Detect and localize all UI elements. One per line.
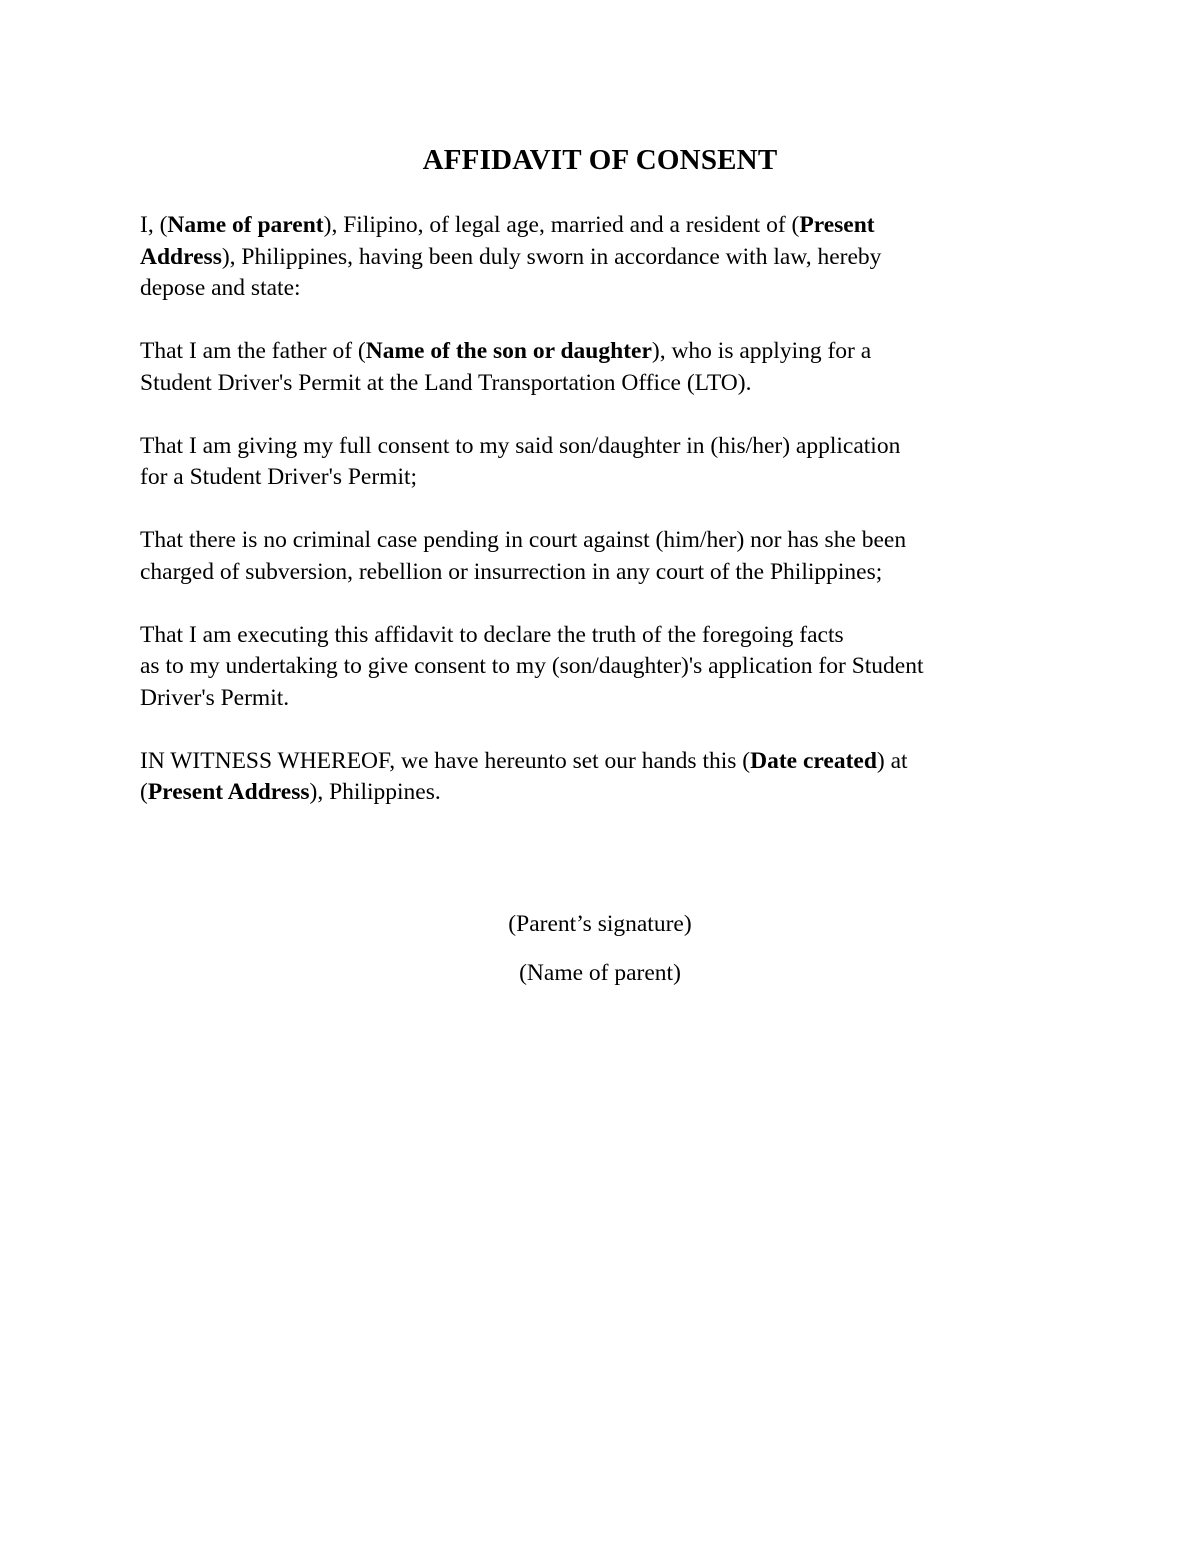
parent-name-label: (Name of parent) — [519, 960, 681, 986]
paragraph-introduction — [140, 210, 1070, 305]
placeholder-present-address: Address — [140, 243, 222, 270]
text-line — [140, 210, 1070, 242]
paragraph-in-witness-whereof — [140, 746, 1070, 809]
text-run: ) at — [876, 747, 908, 774]
text-line: as to my undertaking to give consent to my (son/daughter)'s application for Student — [140, 653, 924, 679]
text-line: Student Driver's Permit at the Land Transportation Office (LTO). — [140, 369, 752, 396]
placeholder-name-of-child: Name of the son or daughter — [365, 338, 652, 364]
text-line — [140, 746, 1070, 778]
text-line — [140, 242, 1070, 274]
text-line — [140, 777, 1070, 809]
text-run: ), Philippines. — [309, 779, 441, 805]
text-line: for a Student Driver's Permit; — [140, 464, 418, 490]
placeholder-date-created: Date created — [750, 747, 877, 774]
text-run: ), Philippines, having been duly sworn in accordance with law, hereby — [221, 243, 882, 270]
document-body — [140, 210, 1070, 840]
text-run: ), who is applying for a — [651, 338, 872, 364]
parent-signature-label: (Parent’s signature) — [508, 911, 692, 937]
text-line: That I am giving my full consent to my said son/daughter in (his/her) application — [140, 432, 901, 459]
paragraph-no-criminal-case — [140, 525, 1070, 588]
placeholder-present-address: Present Address — [147, 779, 310, 805]
text-run: ), Filipino, of legal age, married and a resident of ( — [323, 212, 800, 238]
text-line: That I am executing this affidavit to declare the truth of the foregoing facts — [140, 621, 844, 648]
paragraph-consent — [140, 431, 1070, 494]
text-line — [140, 336, 1070, 368]
placeholder-name-of-parent: Name of parent — [167, 212, 324, 238]
text-run: ( — [140, 779, 148, 805]
text-line: depose and state: — [140, 275, 301, 301]
text-run: IN WITNESS WHEREOF, we have hereunto set our hands this ( — [140, 747, 751, 774]
placeholder-present-address: Present — [799, 212, 875, 238]
document-title: AFFIDAVIT OF CONSENT — [422, 144, 778, 176]
text-run: I, ( — [140, 212, 168, 238]
text-run: That I am the father of ( — [140, 338, 366, 364]
paragraph-father-of — [140, 336, 1070, 399]
text-line: Driver's Permit. — [140, 684, 290, 711]
text-line: charged of subversion, rebellion or insurrection in any court of the Philippines; — [140, 558, 883, 585]
text-line: That there is no criminal case pending in court against (him/her) nor has she been — [140, 527, 907, 553]
paragraph-executing-affidavit — [140, 620, 1070, 715]
